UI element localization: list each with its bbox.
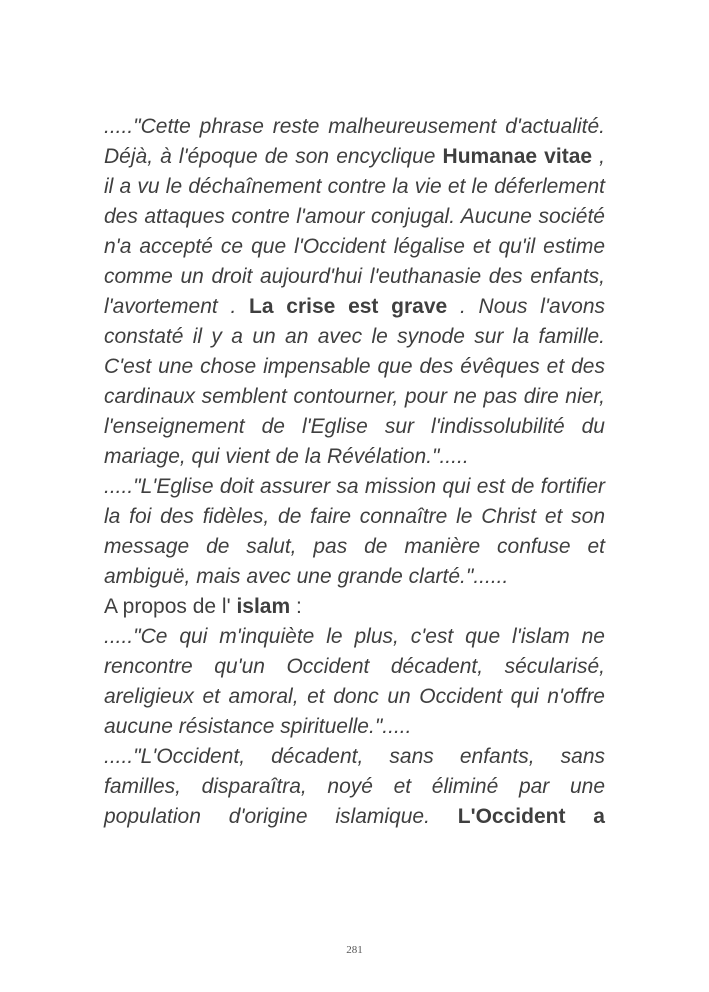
quote-text-1a: ....."Cette phrase reste malheureusement d'actualité. Déjà, à l'époque de son encyclique [104, 115, 605, 168]
about-islam-suffix: : [290, 595, 302, 618]
quote-text-1d: . Nous l'avons constaté il y a un an avec le synode sur la famille. C'est une chose impensable que des évêques et des cardinaux semblent contourner, pour ne pas dire nier, l'enseignement de l'Eglise sur l'indissolubilité du mariage, qui vient de la Révélation."..... [104, 295, 606, 468]
paragraph-quote-occident-decadent [104, 742, 605, 832]
paragraph-about-islam [104, 592, 605, 622]
quote-text-5a: ....."L'Occident, décadent, sans enfants, sans familles, disparaîtra, noyé et éliminé par une population d'origine islamique. [104, 745, 605, 828]
quote-text-1c: , il a vu le déchaînement contre la vie et le déferlement des attaques contre l'amour conjugal. Aucune société n'a accepté ce que l'Occident légalise et qu'il estime comme un droit aujourd'hui l'euthanasie des enfants, l'avortement . [104, 145, 606, 318]
bold-crise-grave: La crise est grave [249, 295, 448, 318]
quote-text-4: ....."Ce qui m'inquiète le plus, c'est que l'islam ne rencontre qu'un Occident décadent, sécularisé, areligieux et amoral, et donc un Occident qui n'offre aucune résistance spirituelle."..... [104, 625, 605, 738]
paragraph-quote-humanae-vitae [104, 112, 605, 472]
quote-text-2: ....."L'Eglise doit assurer sa mission qui est de fortifier la foi des fidèles, de faire connaître le Christ et son message de salut, pas de manière confuse et ambiguë, mais avec une grande clarté."...... [104, 475, 605, 588]
bold-islam: islam [236, 595, 291, 618]
bold-humanae-vitae: Humanae vitae [442, 145, 593, 168]
paragraph-quote-islam-occident [104, 622, 605, 742]
page-body [104, 112, 605, 932]
page-number: 281 [346, 944, 363, 956]
about-islam-prefix: A propos de l' [104, 595, 237, 618]
paragraph-quote-eglise-mission [104, 472, 605, 592]
bold-occident-a: L'Occident a [457, 805, 605, 828]
